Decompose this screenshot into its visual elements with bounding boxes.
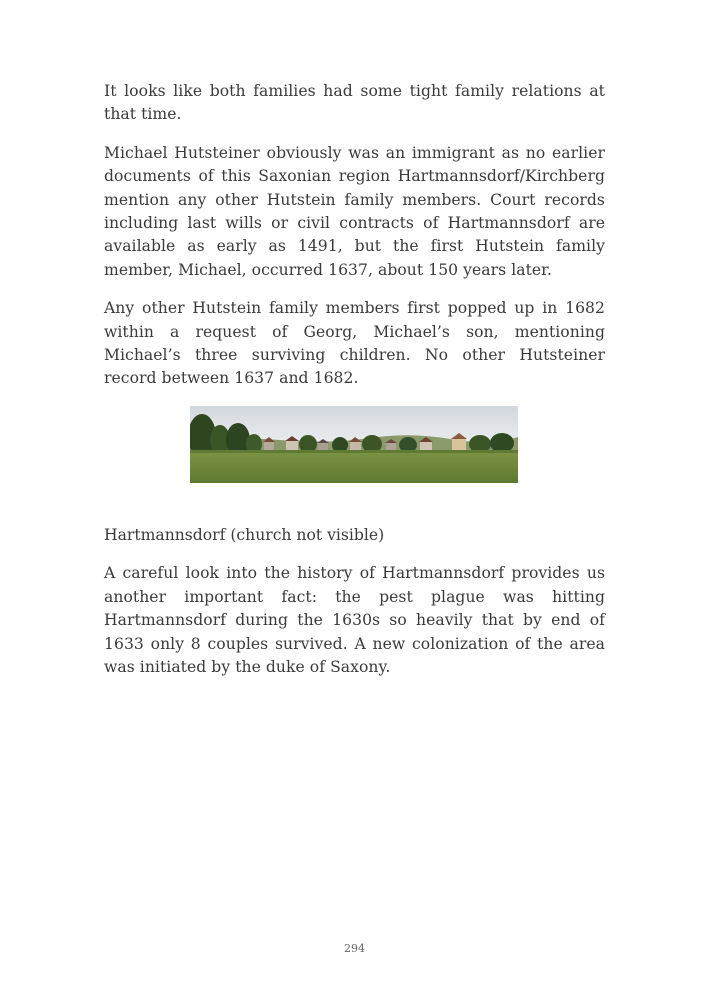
house: [420, 442, 432, 450]
page-number: 294: [344, 942, 365, 955]
paragraph-pest-plague: A careful look into the history of Hartmannsdorf provides us another important fact: the pest plague was hitting Hartmannsdorf during the 1630s so heavily that by end of 1633 only 8 couples survived. A new colonization of the area was initiated by the duke of Saxony.: [104, 564, 605, 676]
figure-caption: Hartmannsdorf (church not visible): [104, 525, 385, 544]
paragraph-other-members: Any other Hutstein family members first popped up in 1682 within a request of Georg, Michael’s son, mentioning Michael’s three surviving children. No other Hutsteiner record between 1637 and 1682.: [104, 299, 605, 388]
paragraph-michael-immigrant: Michael Hutsteiner obviously was an immigrant as no earlier documents of this Saxonian region Hartmannsdorf/Kirchberg mention any other Hutstein family members. Court records including last wills or civil contracts of Hartmannsdorf are available as early as 1491, but the first Hutstein family member, Michael, occurred 1637, about 150 years later.: [104, 143, 605, 279]
paragraph-family-relations: It looks like both families had some tight family relations at that time.: [104, 82, 605, 124]
house: [318, 443, 328, 450]
house: [452, 439, 466, 450]
figure: [104, 406, 605, 484]
house: [286, 441, 298, 450]
page-content: [104, 80, 605, 694]
field: [190, 450, 518, 483]
house: [350, 442, 361, 450]
panorama-illustration: [190, 406, 518, 483]
house: [264, 442, 274, 450]
hartmannsdorf-panorama-photo: [190, 406, 518, 483]
house: [386, 443, 396, 450]
